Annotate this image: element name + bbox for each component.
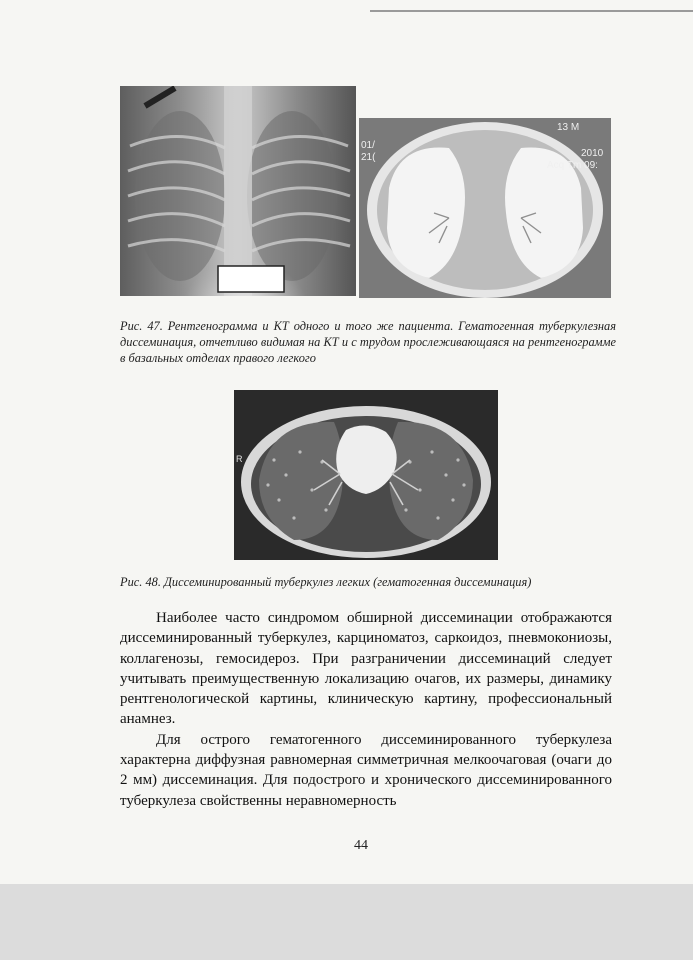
scan-bottom-band (0, 884, 693, 960)
body-text (120, 608, 612, 811)
ct-overlay-text: 13 М (557, 122, 580, 133)
top-rule (370, 10, 693, 12)
page-number: 44 (354, 838, 368, 853)
figure-47-caption: Рис. 47. Рентгенограмма и КТ одного и того же пациента. Гематогенная туберкулезная диссеминация, отчетливо видимая на КТ и с трудом прослеживающаяся на рентгенограмме в базальных отделах правого легкого (120, 319, 616, 365)
ct-overlay-text: 01/ (361, 140, 375, 151)
paragraph: Наиболее часто синдромом обширной диссеминации отображаются диссеминированный туберкулез, карциноматоз, саркоидоз, пневмокониозы, коллагенозы, гемосидероз. При разграничении диссеминаций следует учитывать преимущественную локализацию очагов, их размеры, динамику рентгенологической картины, клиническую картину, профессиональный анамнез. (120, 610, 612, 728)
figure-48-caption: Рис. 48. Диссеминированный туберкулез легких (гематогенная диссеминация) (120, 575, 532, 589)
chest-xray-image (120, 86, 356, 296)
paragraph: Для острого гематогенного диссеминированного туберкулеза характерна диффузная равномерная симметричная мелкоочаговая (очаги до 2 мм) диссеминация. Для подострого и хронического диссеминированного туберкулеза свойственны неравномерность (120, 731, 612, 809)
ct-scan-image-lower (234, 390, 498, 560)
ct-scan-image-upper (359, 118, 611, 298)
ct-overlay-text: 21( (361, 152, 376, 163)
ct-overlay-text: 2010 (581, 148, 604, 159)
ct-side-marker: R (236, 454, 243, 464)
ct-overlay-text: Acq Tm 09: (547, 160, 598, 171)
